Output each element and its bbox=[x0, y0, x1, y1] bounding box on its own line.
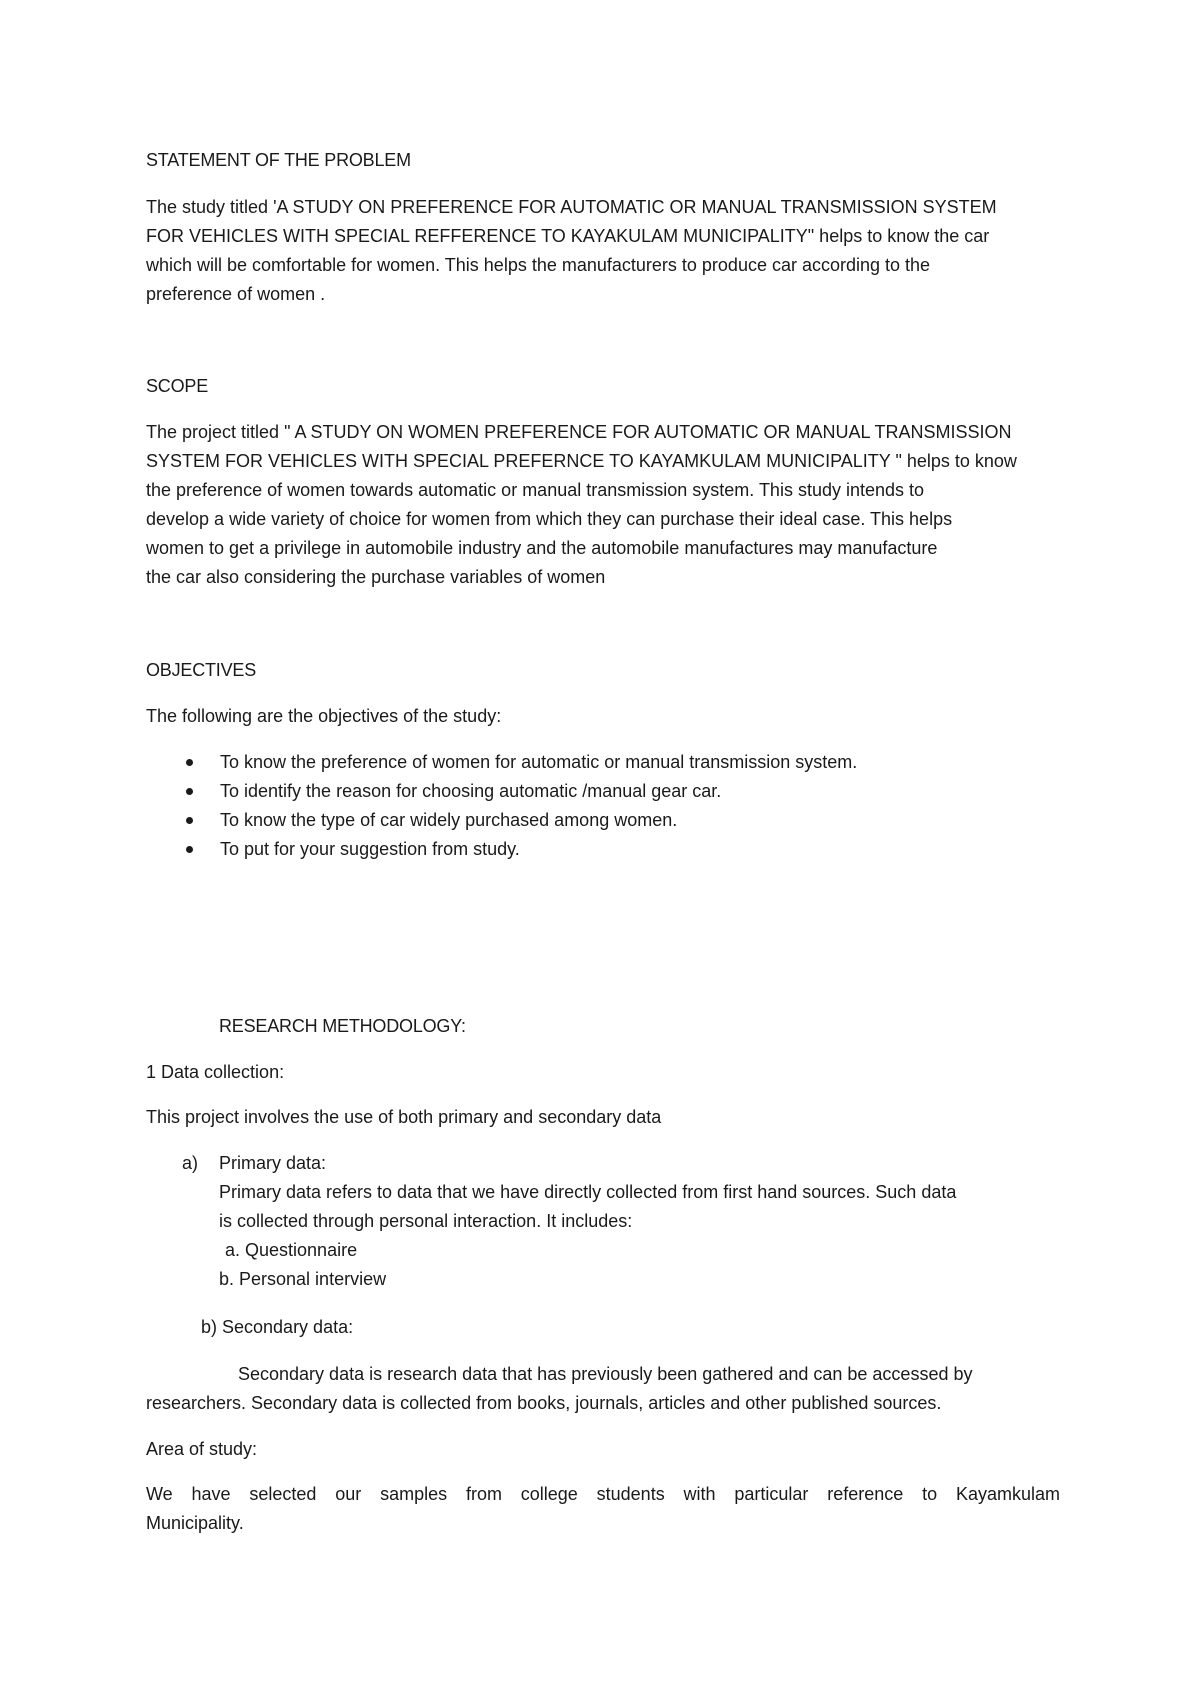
objectives-intro: The following are the objectives of the study: bbox=[146, 706, 502, 726]
area-line: We have selected our samples from college students with particular reference to Kayamkulam bbox=[146, 1484, 1060, 1504]
statement-line: which will be comfortable for women. This helps the manufacturers to produce car according to the bbox=[146, 255, 931, 275]
scope-line: develop a wide variety of choice for women from which they can purchase their ideal case. This helps bbox=[146, 509, 953, 529]
list-item bbox=[146, 777, 1060, 806]
scope-line: The project titled " A STUDY ON WOMEN PREFERENCE FOR AUTOMATIC OR MANUAL TRANSMISSION bbox=[146, 422, 1012, 442]
list-item bbox=[146, 748, 1060, 777]
area-line: Municipality. bbox=[146, 1513, 244, 1533]
statement-paragraph bbox=[146, 193, 1060, 309]
list-item bbox=[146, 806, 1060, 835]
secondary-line: Secondary data is research data that has previously been gathered and can be accessed by bbox=[238, 1364, 973, 1384]
primary-sub-b: b. Personal interview bbox=[219, 1269, 387, 1289]
secondary-paragraph bbox=[146, 1360, 1060, 1418]
data-collection-heading: 1 Data collection: bbox=[146, 1062, 285, 1082]
objective-text: To know the preference of women for automatic or manual transmission system. bbox=[220, 752, 858, 772]
statement-line: FOR VEHICLES WITH SPECIAL REFFERENCE TO KAYAKULAM MUNICIPALITY" helps to know the car bbox=[146, 226, 990, 246]
scope-line: the car also considering the purchase variables of women bbox=[146, 567, 606, 587]
primary-marker: a) bbox=[182, 1153, 199, 1173]
primary-line: Primary data refers to data that we have directly collected from first hand sources. Such data bbox=[219, 1182, 957, 1202]
objectives-list bbox=[146, 748, 1060, 864]
primary-sub-a: a. Questionnaire bbox=[225, 1240, 358, 1260]
primary-line: is collected through personal interaction. It includes: bbox=[219, 1211, 633, 1231]
scope-line: the preference of women towards automatic or manual transmission system. This study intends to bbox=[146, 480, 925, 500]
statement-line: preference of women . bbox=[146, 284, 326, 304]
secondary-title: b) Secondary data: bbox=[201, 1317, 354, 1337]
scope-line: women to get a privilege in automobile industry and the automobile manufactures may manufacture bbox=[146, 538, 938, 558]
bullet-icon bbox=[186, 817, 193, 824]
primary-title: Primary data: bbox=[219, 1153, 327, 1173]
objective-text: To identify the reason for choosing automatic /manual gear car. bbox=[220, 781, 722, 801]
scope-heading: SCOPE bbox=[146, 376, 209, 396]
list-item bbox=[146, 835, 1060, 864]
area-paragraph bbox=[146, 1480, 1060, 1538]
objectives-heading: OBJECTIVES bbox=[146, 660, 257, 680]
methodology-heading: RESEARCH METHODOLOGY: bbox=[219, 1016, 466, 1036]
primary-data-block bbox=[219, 1149, 1061, 1294]
bullet-icon bbox=[186, 759, 193, 766]
scope-line: SYSTEM FOR VEHICLES WITH SPECIAL PREFERNCE TO KAYAMKULAM MUNICIPALITY " helps to know bbox=[146, 451, 1017, 471]
area-heading: Area of study: bbox=[146, 1439, 258, 1459]
secondary-line: researchers. Secondary data is collected from books, journals, articles and other published sources. bbox=[146, 1393, 942, 1413]
statement-line: The study titled 'A STUDY ON PREFERENCE FOR AUTOMATIC OR MANUAL TRANSMISSION SYSTEM bbox=[146, 197, 997, 217]
statement-heading: STATEMENT OF THE PROBLEM bbox=[146, 150, 411, 170]
bullet-icon bbox=[186, 788, 193, 795]
objective-text: To know the type of car widely purchased among women. bbox=[220, 810, 678, 830]
objective-text: To put for your suggestion from study. bbox=[220, 839, 520, 859]
bullet-icon bbox=[186, 846, 193, 853]
scope-paragraph bbox=[146, 418, 1060, 592]
methodology-intro: This project involves the use of both primary and secondary data bbox=[146, 1107, 662, 1127]
